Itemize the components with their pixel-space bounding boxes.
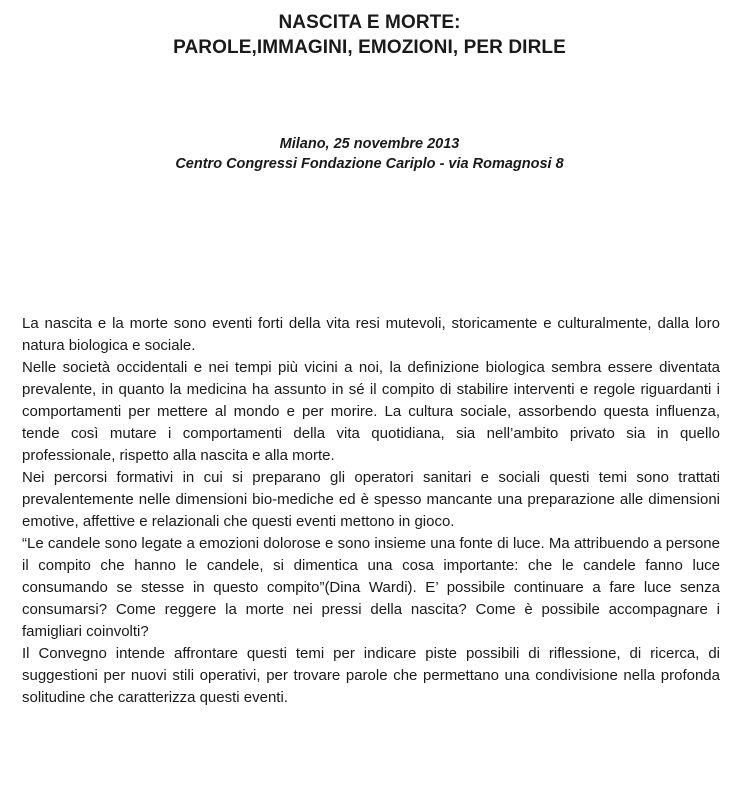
paragraph-4-quote: “Le candele sono legate a emozioni dolorose e sono insieme una fonte di luce. Ma attribuendo a persone il compito che hanno le candele, si dimentica una cosa importante: che le candele fanno luce consumando se stesse in questo compito”(Dina Wardi). E’ possibile continuare a fare luce senza consumarsi? Come reggere la morte nei pressi della nascita? Come è possibile accompagnare i famigliari coinvolti? [22, 535, 720, 640]
event-date: Milano, 25 novembre 2013 [279, 136, 460, 152]
paragraph-3: Nei percorsi formativi in cui si preparano gli operatori sanitari e sociali questi temi sono trattati prevalentemente nelle dimensioni bio-mediche ed è spesso mancante una preparazione alle dimensioni emotive, affettive e relazionali che questi eventi mettono in gioco. [22, 469, 720, 530]
document-body [22, 313, 720, 709]
paragraph-1: La nascita e la morte sono eventi forti della vita resi mutevoli, storicamente e culturalmente, dalla loro natura biologica e sociale. [22, 315, 720, 354]
paragraph-2: Nelle società occidentali e nei tempi più vicini a noi, la definizione biologica sembra essere diventata prevalente, in quanto la medicina ha assunto in sé il compito di stabilire interventi e regole riguardanti i comportamenti per mettere al mondo e per morire. La cultura sociale, assorbendo questa influenza, tende così mutare i comportamenti della vita quotidiana, sia nell’ambito privato sia in quello professionale, rispetto alla nascita e alla morte. [22, 359, 720, 464]
document-title-line-1: NASCITA E MORTE: [278, 12, 461, 33]
document-title-line-2: PAROLE,IMMAGINI, EMOZIONI, PER DIRLE [173, 37, 566, 58]
event-venue: Centro Congressi Fondazione Cariplo - via Romagnosi 8 [175, 156, 564, 172]
paragraph-5: Il Convegno intende affrontare questi temi per indicare piste possibili di riflessione, di ricerca, di suggestioni per nuovi stili operativi, per trovare parole che permettano una condivisione nella profonda solitudine che caratterizza questi eventi. [22, 645, 720, 706]
